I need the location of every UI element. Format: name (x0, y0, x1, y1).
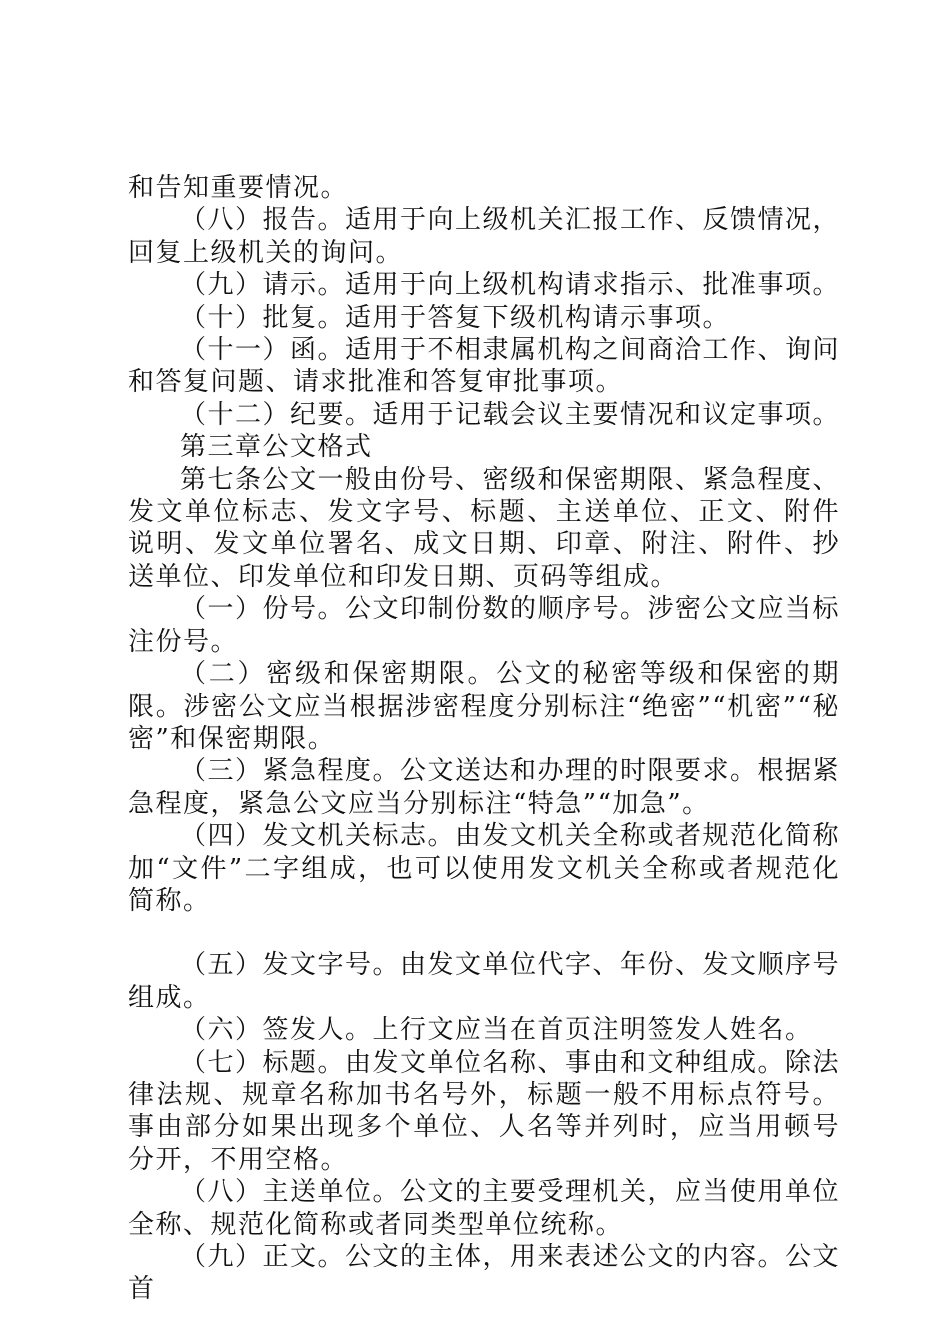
article-paragraph: 第七条公文一般由份号、密级和保密期限、紧急程度、发文单位标志、发文字号、标题、主送单位、正文、附件说明、发文单位署名、成文日期、印章、附注、附件、抄送单位、印发单位和印发日期、页码等组成。 (128, 464, 841, 592)
document-body (128, 172, 840, 1306)
paragraph: （五）发文字号。由发文单位代字、年份、发文顺序号组成。 (128, 950, 841, 1013)
paragraph: （二）密级和保密期限。公文的秘密等级和保密的期限。涉密公文应当根据涉密程度分别标注“绝密”“机密”“秘密”和保密期限。 (128, 659, 840, 754)
paragraph: （七）标题。由发文单位名称、事由和文种组成。除法律法规、规章名称加书名号外，标题一般不用标点符号。事由部分如果出现多个单位、人名等并列时，应当用顿号分开，不用空格。 (128, 1047, 841, 1175)
paragraph: （九）正文。公文的主体，用来表述公文的内容。公文首 (128, 1242, 841, 1305)
paragraph: （一）份号。公文印制份数的顺序号。涉密公文应当标注份号。 (128, 594, 841, 657)
paragraph: （八）主送单位。公文的主要受理机关，应当使用单位全称、规范化简称或者同类型单位统称。 (128, 1177, 841, 1240)
paragraph: （十二）纪要。适用于记载会议主要情况和议定事项。 (180, 399, 841, 430)
blank-line (128, 917, 840, 949)
chapter-heading: 第三章公文格式 (180, 432, 373, 463)
paragraph: （十一）函。适用于不相隶属机构之间商洽工作、询问和答复问题、请求批准和答复审批事项。 (128, 335, 841, 398)
paragraph: （八）报告。适用于向上级机关汇报工作、反馈情况，回复上级机关的询问。 (128, 205, 841, 268)
paragraph: （九）请示。适用于向上级机构请求指示、批准事项。 (180, 270, 841, 301)
paragraph: （三）紧急程度。公文送达和办理的时限要求。根据紧急程度，紧急公文应当分别标注“特急”“加急”。 (128, 756, 841, 819)
paragraph: （四）发文机关标志。由发文机关全称或者规范化简称加“文件”二字组成，也可以使用发文机关全称或者规范化简称。 (128, 821, 841, 916)
paragraph: （十）批复。适用于答复下级机构请示事项。 (180, 302, 731, 333)
paragraph: 和告知重要情况。 (128, 173, 349, 203)
paragraph: （六）签发人。上行文应当在首页注明签发人姓名。 (180, 1015, 813, 1046)
